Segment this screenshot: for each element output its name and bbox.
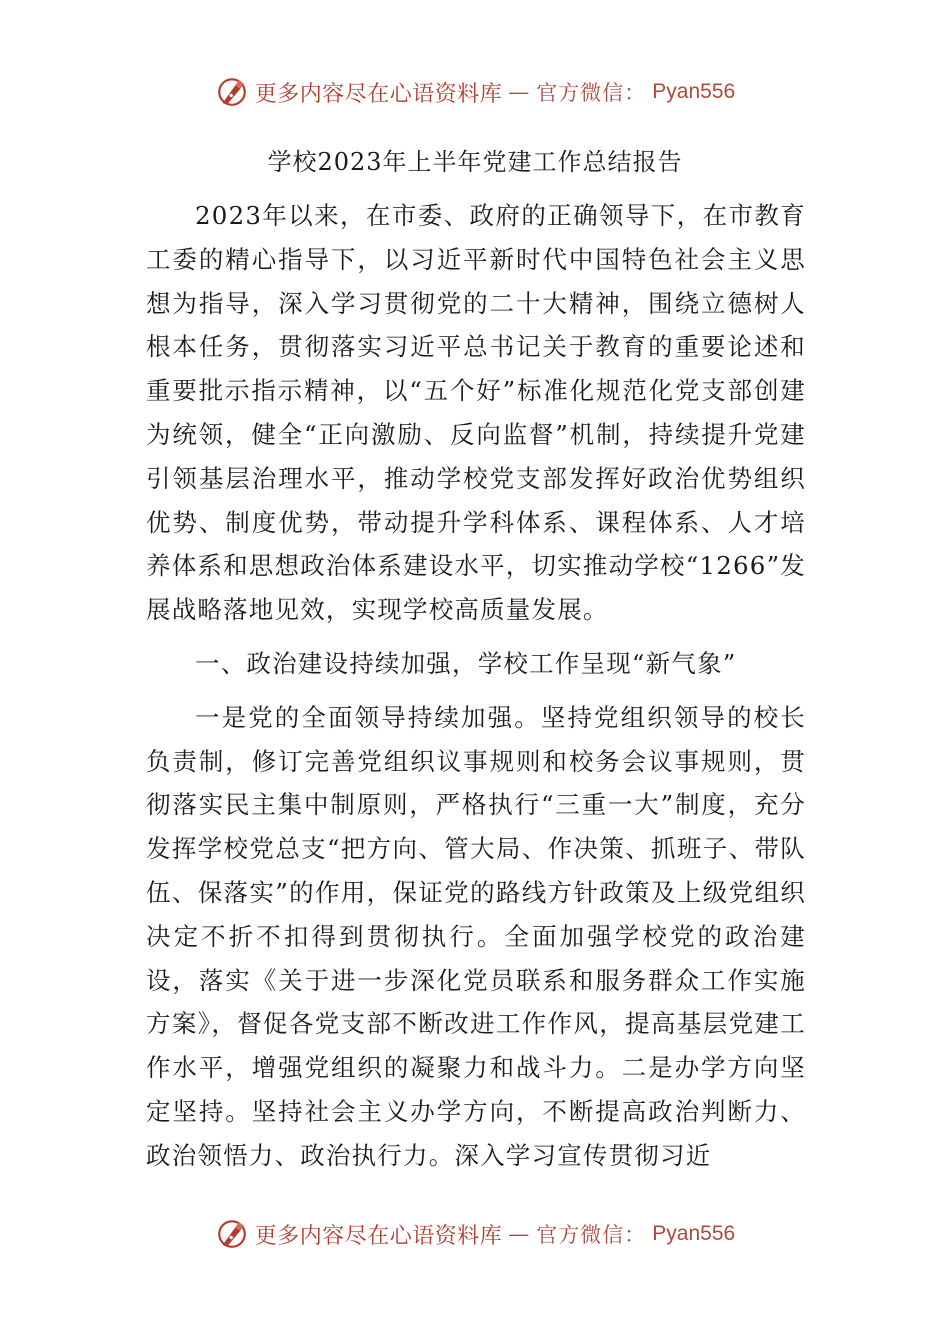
pen-nib-logo-icon — [215, 75, 249, 109]
watermark-dash: — — [508, 80, 531, 104]
watermark-label: 官方微信： — [536, 81, 647, 105]
paragraph-section-1: 一是党的全面领导持续加强。坚持党组织领导的校长负责制，修订完善党组织议事规则和校务会议事规则，贯彻落实民主集中制原则，严格执行“三重一大”制度，充分发挥学校党总支“把方向、管大局、作决策、抓班子、带队伍、保落实”的作用，保证党的路线方针政策及上级党组织决定不折不扣得到贯彻执行。全面加强学校党的政治建设，落实《关于进一步深化党员联系和服务群众工作实施方案》，督促各党支部不断改进工作作风，提高基层党建工作水平，增强党组织的凝聚力和战斗力。二是办学方向坚定坚持。坚持社会主义办学方向，不断提高政治判断力、政治领悟力、政治执行力。深入学习宣传贯彻习近 — [146, 702, 806, 1170]
watermark-dash: — — [508, 1222, 531, 1246]
watermark-header — [0, 72, 950, 112]
watermark-main-text: 更多内容尽在心语资料库 — [254, 1223, 503, 1249]
document-title: 学校2023年上半年党建工作总结报告 — [267, 148, 683, 176]
watermark-label: 官方微信： — [536, 1223, 647, 1247]
document-body — [146, 194, 806, 1178]
section-heading-1: 一、政治建设持续加强，学校工作呈现“新气象” — [195, 648, 737, 678]
watermark-wechat-id: Pyan556 — [652, 1222, 736, 1245]
watermark-wechat-id: Pyan556 — [652, 80, 736, 103]
pen-nib-logo-icon — [215, 1217, 249, 1251]
watermark-main-text: 更多内容尽在心语资料库 — [254, 81, 503, 107]
paragraph-intro: 2023年以来，在市委、政府的正确领导下，在市教育工委的精心指导下，以习近平新时代中国特色社会主义思想为指导，深入学习贯彻党的二十大精神，围绕立德树人根本任务，贯彻落实习近平总书记关于教育的重要论述和重要批示指示精神，以“五个好”标准化规范化党支部创建为统领，健全“正向激励、反向监督”机制，持续提升党建引领基层治理水平，推动学校党支部发挥好政治优势组织优势、制度优势，带动提升学科体系、课程体系、人才培养体系和思想政治体系建设水平，切实推动学校“1266”发展战略落地见效，实现学校高质量发展。 — [146, 201, 806, 625]
watermark-footer — [0, 1214, 950, 1254]
